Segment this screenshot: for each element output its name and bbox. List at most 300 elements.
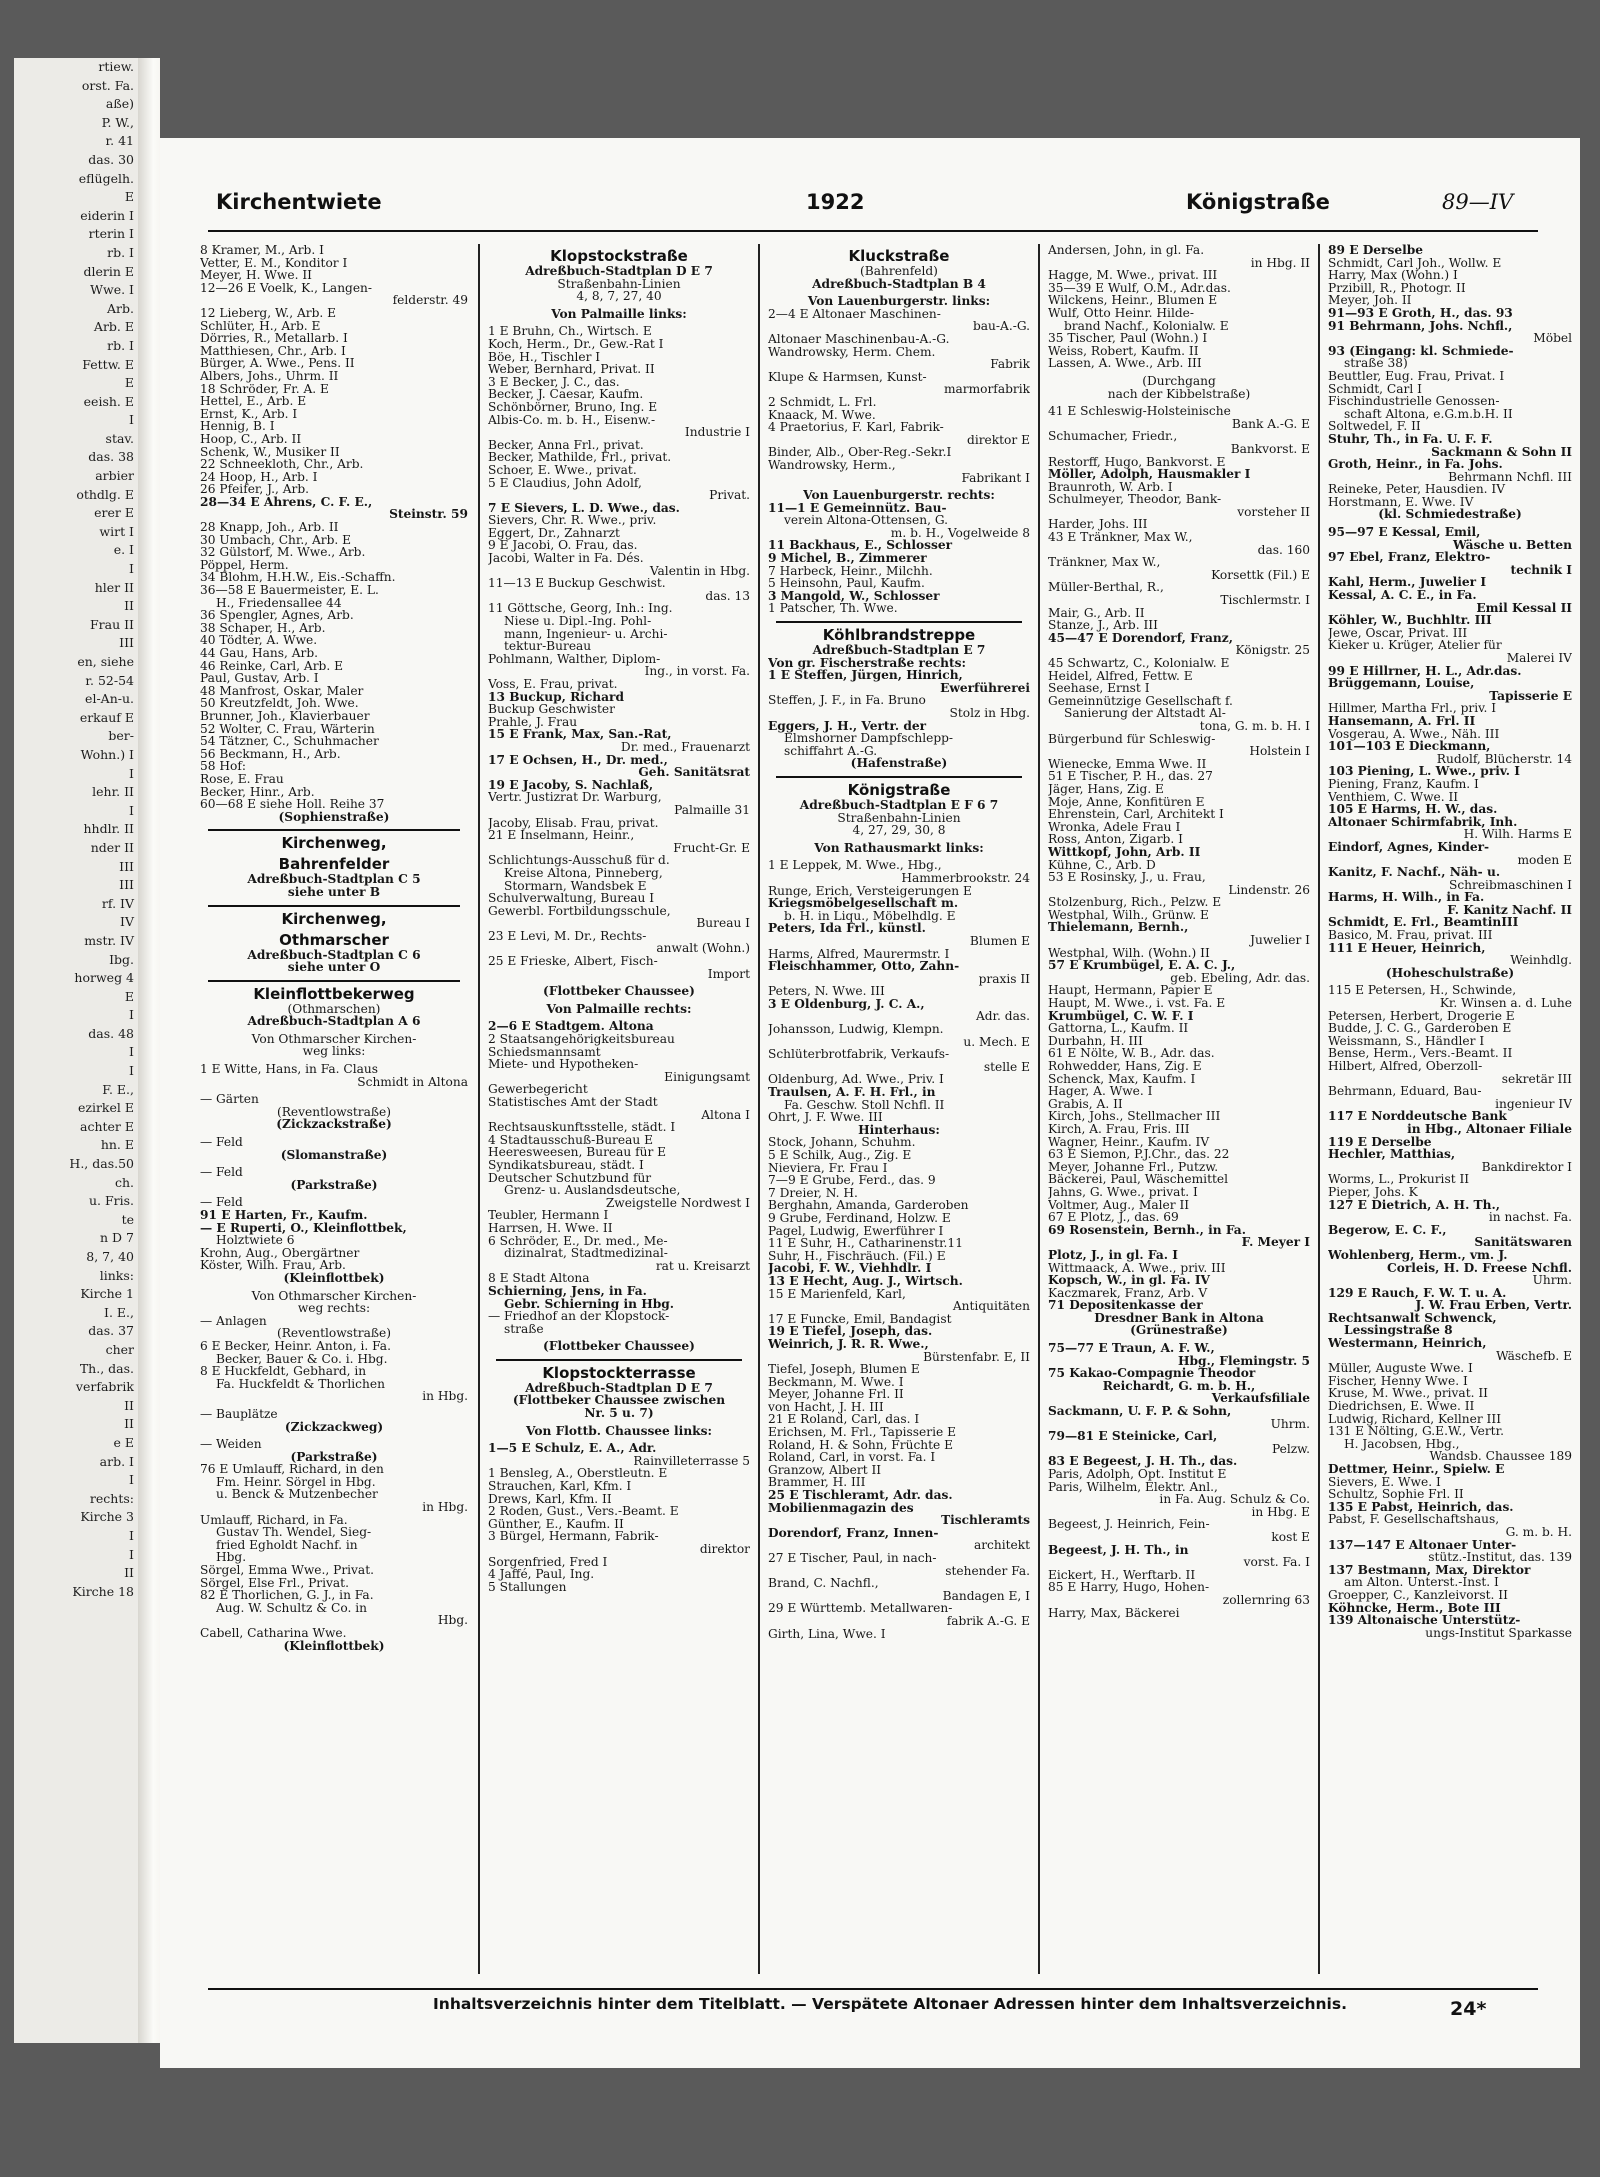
prev-page-line: rechts:: [89, 1490, 134, 1506]
directory-entry: Fa. Huckfeldt & Thorlichen: [216, 1376, 385, 1391]
directory-entry: Stolzenburg, Rich., Pelzw. E: [1048, 895, 1222, 910]
directory-entry: Brammer, H. III: [768, 1475, 866, 1490]
directory-entry: Emil Kessal II: [1476, 600, 1572, 615]
column-5: [1328, 244, 1572, 1979]
directory-entry: Groth, Heinr., in Fa. Johs.: [1328, 457, 1503, 472]
directory-entry: Wandrowsky, Herm. Chem.: [768, 344, 936, 359]
directory-entry: Fabrikant I: [961, 470, 1030, 485]
directory-entry: 11—1 E Gemeinnütz. Bau-: [768, 500, 947, 515]
prev-page-line: I: [129, 802, 134, 818]
directory-entry: 8 E Huckfeldt, Gebhard, in: [200, 1364, 367, 1379]
street-heading: Königstraße: [847, 780, 951, 799]
directory-entry: Rose, E. Frau: [200, 771, 284, 786]
directory-entry: Gewerbl. Fortbildungsschule,: [488, 903, 671, 918]
street-heading: Kirchenweg,: [281, 834, 387, 853]
directory-entry: das. 160: [1257, 542, 1310, 557]
directory-entry: 3 Mangold, W., Schlosser: [768, 588, 940, 603]
directory-entry: Krohn, Aug., Obergärtner: [200, 1245, 360, 1260]
directory-entry: Brunner, Joh., Klavierbauer: [200, 708, 370, 723]
directory-entry: 61 E Nölte, W. B., Adr. das.: [1048, 1046, 1215, 1061]
directory-entry: 40 Tödter, A. Wwe.: [200, 633, 318, 648]
directory-entry: Eickert, H., Werftarb. II: [1048, 1567, 1196, 1582]
directory-entry: marmorfabrik: [943, 382, 1030, 397]
directory-entry: (Othmarschen): [287, 1001, 381, 1016]
prev-page-line: r. 41: [105, 133, 134, 149]
directory-entry: 1 E Leppek, M. Wwe., Hbg.,: [768, 858, 942, 873]
directory-entry: 67 E Plotz, J., das. 69: [1048, 1210, 1179, 1225]
directory-entry: Adreßbuch-Stadtplan A 6: [247, 1014, 421, 1029]
prev-page-line: II: [124, 1565, 134, 1581]
directory-entry: Jacoby, Elisab. Frau, privat.: [488, 815, 659, 830]
prev-page-line: das. 48: [88, 1025, 134, 1041]
directory-entry: Girth, Lina, Wwe. I: [768, 1626, 886, 1641]
directory-entry: 11 E Suhr, H., Catharinenstr.11: [768, 1236, 963, 1251]
directory-entry: — Feld: [200, 1135, 243, 1150]
directory-entry: F. Meyer I: [1241, 1235, 1310, 1250]
directory-entry: 28—34 E Ahrens, C. F. E.,: [200, 494, 373, 509]
directory-entry: — Feld: [200, 1195, 243, 1210]
directory-entry: m. b. H., Vogelweide 8: [890, 525, 1030, 540]
directory-entry: Statistisches Amt der Stadt: [488, 1095, 658, 1109]
directory-entry: H. Jacobsen, Hbg.,: [1344, 1436, 1460, 1451]
directory-entry: 54 Tätzner, C., Schuhmacher: [200, 734, 379, 749]
directory-entry: 1 Patscher, Th. Wwe.: [768, 601, 898, 616]
directory-entry: Eggers, J. H., Vertr. der: [768, 718, 927, 733]
directory-entry: Pelzw.: [1271, 1441, 1310, 1456]
prev-page-line: stav.: [105, 430, 134, 446]
directory-entry: Voltmer, Aug., Maler II: [1048, 1197, 1190, 1212]
prev-page-line: Ibg.: [109, 951, 134, 967]
directory-entry: ungs-Institut Sparkasse: [1425, 1625, 1572, 1640]
prev-page-line: F. E.,: [102, 1081, 134, 1097]
directory-entry: Altonaer Schirmfabrik, Inh.: [1328, 814, 1518, 829]
prev-page-line: I: [129, 1007, 134, 1023]
directory-entry: Altonaer Maschinenbau-A.-G.: [768, 331, 950, 346]
directory-entry: 28 Knapp, Joh., Arb. II: [200, 520, 339, 535]
directory-entry: J. W. Frau Erben, Vertr.: [1415, 1298, 1572, 1313]
directory-entry: Fleischhammer, Otto, Zahn-: [768, 959, 960, 974]
directory-entry: Klupe & Harmsen, Kunst-: [768, 369, 927, 384]
directory-entry: 36—58 E Bauermeister, E. L.: [200, 583, 379, 598]
directory-entry: Corleis, H. D. Freese Nchfl.: [1387, 1260, 1572, 1275]
directory-entry: Kaczmarek, Franz, Arb. V: [1048, 1285, 1208, 1300]
directory-entry: Köhncke, Herm., Bote III: [1328, 1600, 1501, 1615]
directory-entry: Ewerführerei: [940, 680, 1030, 695]
directory-entry: Hoop, C., Arb. II: [200, 431, 302, 446]
directory-entry: Dresdner Bank in Altona: [1094, 1310, 1264, 1325]
directory-entry: Von Lauenburgerstr. links:: [807, 294, 991, 309]
directory-entry: Wäschefb. E: [1496, 1348, 1572, 1363]
directory-entry: bau-A.-G.: [972, 319, 1030, 334]
directory-entry: Bürstenfabr. E, II: [923, 1349, 1030, 1364]
directory-entry: Peters, Ida Frl., künstl.: [768, 921, 926, 936]
directory-entry: Plotz, J., in gl. Fa. I: [1048, 1247, 1178, 1262]
prev-page-line: erer E: [94, 505, 134, 521]
directory-entry: b. H. in Liqu., Möbelhdlg. E: [784, 908, 956, 923]
directory-entry: Harms, Alfred, Maurermstr. I: [768, 946, 950, 961]
directory-entry: 18 Schröder, Fr. A. E: [200, 381, 329, 396]
directory-entry: Schlichtungs-Ausschuß für d.: [488, 853, 670, 868]
directory-entry: Wittkopf, John, Arb. II: [1048, 844, 1201, 859]
directory-entry: 12 Lieberg, W., Arb. E: [200, 305, 337, 320]
directory-entry: stelle E: [983, 1059, 1030, 1074]
directory-entry: — Weiden: [200, 1437, 262, 1452]
directory-entry: Strauchen, Karl, Kfm. I: [488, 1479, 632, 1494]
directory-entry: Przibill, R., Photogr. II: [1328, 280, 1466, 295]
prev-page-line: rterin I: [88, 226, 134, 242]
directory-entry: Hettel, E., Arb. E: [200, 394, 307, 409]
prev-page-line: Arb. E: [93, 319, 134, 335]
directory-entry: Suhr, H., Fischräuch. (Fil.) E: [768, 1248, 946, 1263]
directory-entry: F. Kanitz Nachf. II: [1447, 902, 1572, 917]
directory-entry: (Zickzackweg): [284, 1419, 384, 1434]
directory-entry: Schmidt, E. Frl., BeamtinIII: [1328, 915, 1519, 930]
book-gutter: [138, 58, 160, 2043]
directory-entry: Kriegsmöbelgesellschaft m.: [768, 896, 959, 911]
prev-page-line: rf. IV: [101, 895, 134, 911]
directory-entry: 19 E Jacoby, S. Nachlaß,: [488, 777, 654, 792]
directory-entry: Malerei IV: [1506, 651, 1572, 665]
directory-entry: Wilckens, Heinr., Blumen E: [1048, 293, 1218, 308]
header-street-right: Königstraße: [1186, 190, 1330, 214]
prev-page-line: hn. E: [100, 1137, 134, 1153]
directory-entry: Wittmaack, A. Wwe., priv. III: [1048, 1260, 1226, 1275]
section-divider: [208, 829, 460, 831]
directory-entry: Haupt, Hermann, Papier E: [1048, 983, 1213, 998]
directory-entry: Antiquitäten: [952, 1299, 1030, 1314]
prev-page-line: Arb.: [107, 300, 134, 316]
directory-entry: Hager, A. Wwe. I: [1048, 1084, 1153, 1099]
directory-entry: 45—47 E Dorendorf, Franz,: [1048, 630, 1233, 645]
directory-entry: Seehase, Ernst I: [1048, 681, 1150, 696]
directory-entry: Beckmann, M. Wwe. I: [768, 1374, 904, 1389]
directory-entry: Oldenburg, Ad. Wwe., Priv. I: [768, 1072, 944, 1087]
directory-entry: 60—68 E siehe Holl. Reihe 37: [200, 797, 385, 812]
directory-entry: Bank A.-G. E: [1231, 416, 1310, 431]
directory-entry: Adreßbuch-Stadtplan D E 7: [525, 264, 713, 278]
directory-entry: (Flottbeker Chaussee zwischen: [512, 1393, 726, 1408]
directory-entry: Vetter, E. M., Konditor I: [200, 255, 348, 270]
directory-entry: 8 Kramer, M., Arb. I: [200, 244, 324, 257]
directory-entry: 129 E Rauch, F. W. T. u. A.: [1328, 1285, 1507, 1300]
directory-entry: Adreßbuch-Stadtplan D E 7: [525, 1380, 713, 1395]
directory-entry: Geh. Sanitätsrat: [638, 765, 750, 780]
directory-entry: in Hbg.: [422, 1389, 468, 1404]
directory-entry: Von Othmarscher Kirchen-: [251, 1288, 417, 1303]
directory-entry: Fischindustrielle Genossen-: [1328, 394, 1500, 409]
previous-page-edge: [14, 58, 138, 2043]
directory-entry: 6 Schröder, E., Dr. med., Me-: [488, 1233, 668, 1248]
prev-page-line: verfabrik: [75, 1379, 134, 1395]
directory-entry: Einigungsamt: [664, 1069, 750, 1084]
prev-page-line: IV: [120, 914, 134, 930]
directory-entry: Von Rathausmarkt links:: [814, 840, 984, 855]
directory-entry: Bureau I: [696, 916, 750, 931]
column-divider: [478, 244, 480, 1974]
directory-entry: 29 E Württemb. Metallwaren-: [768, 1601, 953, 1616]
prev-page-line: hler II: [94, 579, 134, 595]
directory-entry: 71 Depositenkasse der: [1048, 1298, 1203, 1313]
directory-entry: Valentin in Hbg.: [649, 563, 750, 578]
directory-entry: Hagge, M. Wwe., privat. III: [1048, 268, 1218, 283]
directory-entry: Dorendorf, Franz, Innen-: [768, 1525, 939, 1540]
directory-entry: Wronka, Adele Frau I: [1048, 819, 1181, 834]
directory-entry: Bankdirektor I: [1481, 1159, 1572, 1174]
directory-entry: 25 E Tischleramt, Adr. das.: [768, 1488, 953, 1503]
directory-entry: Stormarn, Wandsbek E: [504, 878, 647, 893]
directory-entry: Kanitz, F. Nachf., Näh- u.: [1328, 865, 1501, 880]
directory-entry: 23 E Levi, M. Dr., Rechts-: [488, 928, 647, 943]
directory-entry: siehe unter O: [287, 960, 381, 975]
prev-page-line: horweg 4: [74, 970, 134, 986]
directory-entry: Bürger, A. Wwe., Pens. II: [200, 356, 355, 371]
directory-entry: Durbahn, H. III: [1048, 1033, 1143, 1048]
column-divider: [758, 244, 760, 1974]
column-4: [1048, 244, 1310, 1979]
directory-entry: Müller-Berthal, R.,: [1048, 580, 1164, 595]
directory-entry: nach der Kibbelstraße): [1107, 386, 1251, 401]
directory-entry: Becker, Anna Frl., privat.: [488, 437, 644, 452]
directory-entry: Sörgel, Emma Wwe., Privat.: [200, 1563, 374, 1578]
directory-entry: 57 E Krumbügel, E. A. C. J.,: [1048, 958, 1236, 973]
directory-entry: Roland, Carl, in vorst. Fa. I: [768, 1450, 936, 1465]
directory-entry: Mair, G., Arb. II: [1048, 605, 1145, 620]
directory-entry: 1 E Steffen, Jürgen, Hinrich,: [768, 668, 963, 683]
directory-page: [160, 138, 1580, 2068]
directory-entry: Wäsche u. Betten: [1453, 537, 1572, 552]
directory-entry: tektur-Bureau: [504, 639, 592, 654]
prev-page-line: E: [124, 988, 134, 1004]
directory-entry: Sanierung der Altstadt Al-: [1064, 706, 1226, 721]
directory-entry: zollernring 63: [1222, 1592, 1310, 1607]
street-heading: Othmarscher: [279, 930, 389, 949]
directory-entry: 11 Göttsche, Georg, Inh.: Ing.: [488, 601, 673, 616]
directory-entry: (Kleinflottbek): [283, 1638, 385, 1653]
directory-entry: u. Benck & Mutzenbecher: [216, 1487, 378, 1502]
directory-entry: Bäckerei, Paul, Wäschemittel: [1048, 1172, 1228, 1187]
directory-entry: Rudolf, Blücherstr. 14: [1436, 751, 1572, 766]
directory-entry: 48 Manfrost, Oskar, Maler: [200, 683, 364, 698]
directory-entry: Bense, Herm., Vers.-Beamt. II: [1328, 1046, 1513, 1061]
directory-entry: Beuttler, Eug. Frau, Privat. I: [1328, 368, 1505, 383]
directory-entry: Industrie I: [684, 425, 750, 440]
column-divider: [1038, 244, 1040, 1974]
directory-entry: Tischleramts: [941, 1513, 1030, 1528]
directory-entry: Ross, Anton, Zigarb. I: [1048, 832, 1183, 847]
street-heading: Kluckstraße: [848, 247, 950, 265]
directory-entry: (Reventlowstraße): [276, 1104, 391, 1119]
directory-entry: Sackmann, U. F. P. & Sohn,: [1048, 1404, 1232, 1419]
directory-entry: direktor E: [967, 432, 1030, 447]
directory-entry: (Sophienstraße): [278, 809, 390, 824]
prev-page-line: II: [124, 598, 134, 614]
section-divider: [208, 905, 460, 907]
directory-entry: Reineke, Peter, Hausdien. IV: [1328, 482, 1506, 497]
directory-entry: Westphal, Wilh., Grünw. E: [1048, 907, 1209, 922]
directory-entry: Uhrm.: [1532, 1273, 1572, 1288]
directory-entry: 15 E Marienfeld, Karl,: [768, 1286, 906, 1301]
directory-entry: 9 Grube, Ferdinand, Holzw. E: [768, 1210, 951, 1225]
directory-entry: straße 38): [1344, 356, 1408, 371]
prev-page-line: 8, 7, 40: [86, 1249, 134, 1264]
directory-entry: Weissmann, S., Händler I: [1328, 1033, 1485, 1048]
directory-entry: Aug. W. Schultz & Co. in: [216, 1600, 367, 1615]
directory-entry: Verkaufsfiliale: [1211, 1391, 1310, 1406]
directory-entry: (Grünestraße): [1130, 1323, 1228, 1338]
directory-entry: Runge, Erich, Versteigerungen E: [768, 883, 972, 898]
directory-entry: Kopsch, W., in gl. Fa. IV: [1048, 1273, 1211, 1288]
prev-page-line: mstr. IV: [84, 932, 134, 948]
directory-entry: H. Wilh. Harms E: [1463, 827, 1572, 842]
directory-entry: Von Lauenburgerstr. rechts:: [803, 488, 995, 503]
directory-entry: 13 E Hecht, Aug. J., Wirtsch.: [768, 1273, 963, 1288]
directory-entry: 1 E Bruhn, Ch., Wirtsch. E: [488, 324, 652, 339]
prev-page-line: das. 30: [88, 151, 134, 167]
directory-entry: Stock, Johann, Schuhm.: [768, 1135, 916, 1150]
directory-entry: Altona I: [701, 1107, 750, 1122]
directory-entry: stehender Fa.: [945, 1563, 1030, 1578]
directory-entry: Wienecke, Emma Wwe. II: [1048, 756, 1207, 771]
directory-entry: Granzow, Albert II: [768, 1462, 882, 1477]
directory-entry: 3 Bürgel, Hermann, Fabrik-: [488, 1529, 659, 1544]
directory-entry: Schenck, Max, Kaufm. I: [1048, 1071, 1196, 1086]
directory-entry: Voss, E. Frau, privat.: [488, 677, 618, 691]
directory-entry: 44 Gau, Hans, Arb.: [200, 646, 319, 660]
prev-page-line: othdlg. E: [76, 486, 134, 502]
directory-entry: Gewerbegericht: [488, 1082, 588, 1097]
directory-entry: 6 E Becker, Heinr. Anton, i. Fa.: [200, 1338, 391, 1353]
column-divider: [1318, 244, 1320, 1974]
directory-entry: Heidel, Alfred, Fettw. E: [1048, 668, 1193, 683]
directory-entry: Paris, Wilhelm, Elektr. Anl.,: [1048, 1479, 1218, 1494]
directory-entry: 58 Hof:: [200, 759, 246, 774]
directory-entry: in Hbg.: [422, 1500, 468, 1515]
directory-entry: Harry, Max, Bäckerei: [1048, 1605, 1180, 1620]
directory-entry: schiffahrt A.-G.: [784, 743, 878, 758]
directory-entry: 8 E Stadt Altona: [488, 1271, 590, 1286]
directory-entry: — E Ruperti, O., Kleinflottbek,: [200, 1220, 407, 1235]
directory-entry: Krumbügel, C. W. F. I: [1048, 1008, 1194, 1023]
street-heading: Kirchenweg,: [281, 909, 387, 928]
directory-entry: Dettmer, Heinr., Spielw. E: [1328, 1462, 1505, 1476]
directory-entry: Becker, Mathilde, Frl., privat.: [488, 450, 672, 465]
directory-entry: stütz.-Institut, das. 139: [1428, 1550, 1572, 1565]
directory-entry: Weiss, Robert, Kaufm. II: [1048, 343, 1199, 358]
directory-entry: Behrmann Nchfl. III: [1448, 469, 1572, 484]
directory-entry: Lindenstr. 26: [1228, 882, 1310, 897]
directory-entry: — Friedhof an der Klopstock-: [488, 1309, 670, 1324]
directory-entry: Kreise Altona, Pinneberg,: [504, 865, 663, 880]
directory-entry: Straßenbahn-Linien: [837, 810, 961, 825]
directory-entry: Stanze, J., Arb. III: [1048, 618, 1158, 633]
directory-entry: in Hbg., Altonaer Filiale: [1407, 1121, 1572, 1136]
prev-page-line: aße): [105, 96, 134, 112]
header-year: 1922: [806, 190, 865, 214]
prev-page-line: III: [119, 858, 134, 874]
directory-entry: fabrik A.-G. E: [946, 1613, 1030, 1628]
prev-page-line: I. E.,: [104, 1304, 134, 1320]
street-heading: Klopstockterrasse: [542, 1363, 696, 1382]
directory-entry: 5 E Claudius, John Adolf,: [488, 475, 642, 490]
directory-entry: 9 E Jacobi, O. Frau, das.: [488, 538, 638, 553]
prev-page-line: I: [129, 1472, 134, 1488]
directory-entry: Von Palmaille links:: [551, 306, 687, 321]
directory-entry: 103 Piening, L. Wwe., priv. I: [1328, 764, 1520, 779]
directory-entry: straße: [504, 1321, 544, 1336]
directory-entry: Meyer, Joh. II: [1328, 293, 1412, 308]
directory-entry: 56 Beckmann, H., Arb.: [200, 746, 341, 761]
directory-entry: von Hacht, J. H. III: [768, 1399, 884, 1414]
directory-entry: Frucht-Gr. E: [673, 840, 750, 855]
directory-entry: Schulverwaltung, Bureau I: [488, 891, 655, 906]
directory-entry: Schenk, W., Musiker II: [200, 444, 340, 459]
directory-entry: 35 Tischer, Paul (Wohn.) I: [1048, 331, 1208, 346]
directory-entry: 2 Schmidt, L. Frl.: [768, 394, 877, 409]
directory-entry: 137—147 E Altonaer Unter-: [1328, 1537, 1517, 1552]
directory-entry: 105 E Harms, H. W., das.: [1328, 802, 1498, 817]
prev-page-line: Th., das.: [79, 1360, 134, 1376]
directory-entry: Schmidt, Carl Joh., Wollw. E: [1328, 255, 1502, 270]
directory-entry: tona, G. m. b. H. I: [1199, 718, 1310, 733]
directory-entry: Straßenbahn-Linien: [557, 276, 681, 291]
prev-page-line: wirt I: [99, 523, 134, 539]
directory-entry: Johansson, Ludwig, Klempn.: [768, 1022, 944, 1037]
directory-entry: Adreßbuch-Stadtplan C 6: [247, 947, 421, 962]
directory-entry: Wulf, Otto Heinr. Hilde-: [1048, 305, 1194, 320]
directory-entry: 79—81 E Steinicke, Carl,: [1048, 1429, 1218, 1444]
prev-page-line: Kirche 3: [80, 1509, 134, 1525]
directory-entry: Möbel: [1533, 331, 1572, 346]
prev-page-line: arbier: [95, 468, 134, 484]
directory-entry: Prahle, J. Frau: [488, 714, 578, 729]
directory-entry: Schumacher, Friedr.,: [1048, 429, 1178, 444]
directory-entry: Meyer, H. Wwe. II: [200, 268, 312, 283]
directory-entry: Hammerbrookstr. 24: [901, 870, 1030, 885]
directory-entry: Traulsen, A. F. H. Frl., in: [768, 1085, 936, 1100]
directory-entry: 127 E Dietrich, A. H. Th.,: [1328, 1197, 1500, 1212]
directory-entry: 3 E Oldenburg, J. C. A.,: [768, 996, 925, 1011]
directory-entry: Hilbert, Alfred, Oberzoll-: [1328, 1059, 1483, 1073]
prev-page-line: dlerin E: [83, 263, 134, 279]
directory-entry: Weinrich, J. R. R. Wwe.,: [768, 1336, 929, 1351]
prev-page-line: te: [121, 1211, 134, 1227]
directory-entry: 9 Michel, B., Zimmerer: [768, 551, 927, 566]
directory-entry: Gustav Th. Wendel, Sieg-: [216, 1525, 372, 1540]
directory-entry: Ludwig, Richard, Kellner III: [1328, 1411, 1502, 1426]
directory-entry: Adreßbuch-Stadtplan E F 6 7: [799, 797, 999, 812]
directory-entry: Palmaille 31: [674, 802, 750, 817]
directory-entry: Königstr. 25: [1235, 643, 1310, 658]
prev-page-line: Kirche 18: [72, 1583, 134, 1599]
directory-entry: 7 Harbeck, Heinr., Milchh.: [768, 563, 933, 578]
prev-page-line: E: [124, 189, 134, 205]
directory-entry: Pagel, Ludwig, Ewerführer I: [768, 1223, 944, 1238]
directory-entry: Berghahn, Amanda, Garderoben: [768, 1198, 969, 1213]
directory-entry: ingenieur IV: [1495, 1096, 1572, 1111]
directory-entry: Sorgenfried, Fred I: [488, 1554, 608, 1569]
directory-entry: anwalt (Wohn.): [656, 941, 750, 956]
directory-entry: Begerow, E. C. F.,: [1328, 1222, 1447, 1237]
directory-entry: Möller, Adolph, Hausmakler I: [1048, 467, 1251, 482]
directory-entry: 32 Gülstorf, M. Wwe., Arb.: [200, 545, 366, 560]
directory-entry: Vosgerau, A. Wwe., Näh. III: [1328, 726, 1500, 741]
directory-entry: Wandsb. Chaussee 189: [1429, 1449, 1572, 1464]
directory-entry: Lassen, A. Wwe., Arb. III: [1048, 356, 1202, 371]
directory-entry: 19 E Tiefel, Joseph, das.: [768, 1324, 933, 1339]
directory-entry: Jacobi, F. W., Viehhdlr. I: [768, 1261, 932, 1276]
directory-entry: 85 E Harry, Hugo, Hohen-: [1048, 1580, 1210, 1595]
directory-entry: Holstein I: [1249, 744, 1310, 759]
